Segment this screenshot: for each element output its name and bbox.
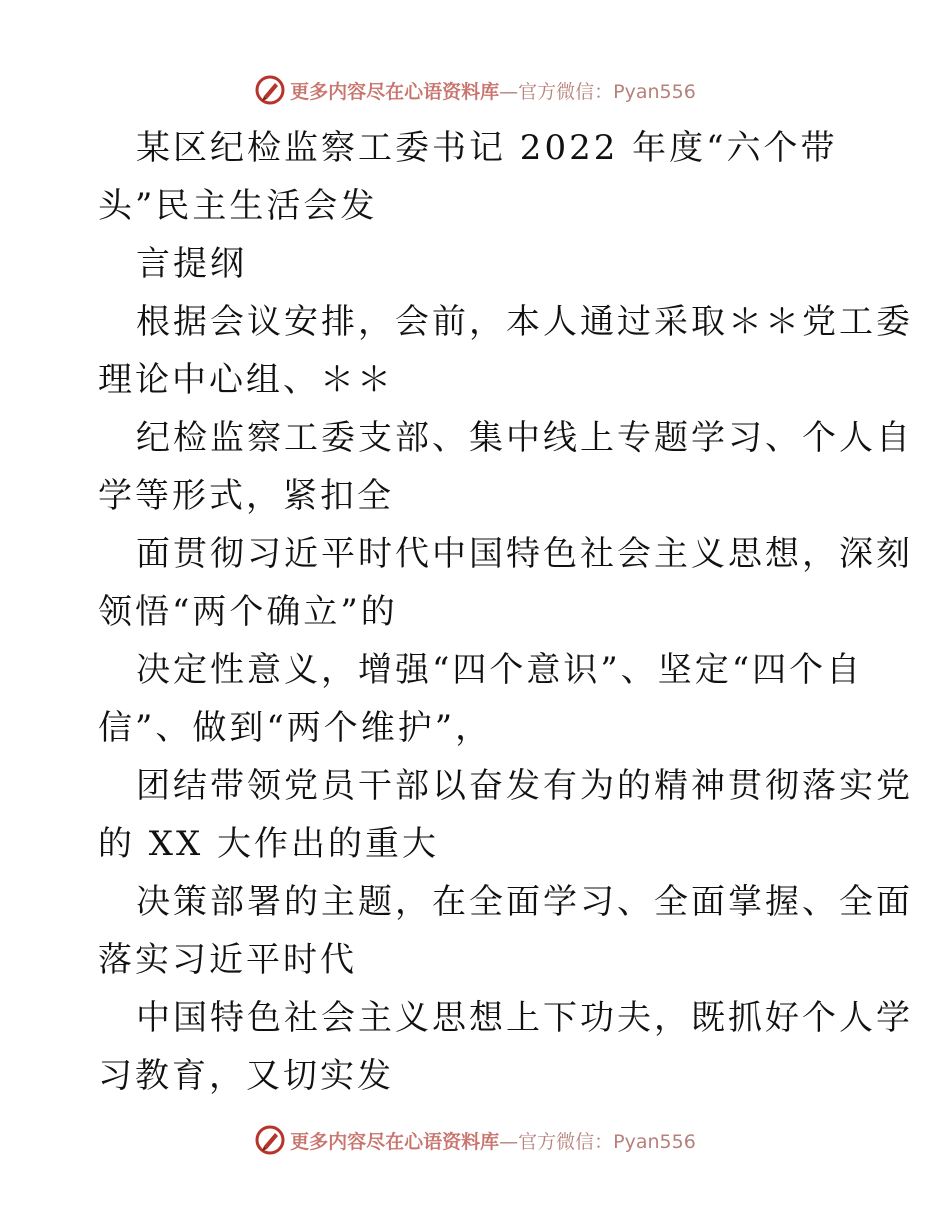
header-banner-title: 更多内容尽在心语资料库	[290, 80, 500, 103]
doc-line-9: 领悟“两个确立”的	[98, 592, 398, 632]
doc-line-8: 面贯彻习近平时代中国特色社会主义思想，深刻	[136, 534, 913, 574]
doc-line-5: 理论中心组、＊＊	[98, 360, 394, 400]
footer-banner-title: 更多内容尽在心语资料库	[290, 1130, 500, 1153]
doc-line-3: 言提纲	[136, 244, 247, 284]
doc-line-7: 学等形式，紧扣全	[98, 476, 394, 516]
header-banner	[0, 70, 950, 110]
header-banner-text	[290, 77, 696, 104]
footer-banner-suffix: —官方微信：Pyan556	[499, 1130, 696, 1153]
pen-logo-icon	[254, 1124, 286, 1156]
doc-line-4: 根据会议安排，会前，本人通过采取＊＊党工委	[136, 302, 913, 342]
header-banner-suffix: —官方微信：Pyan556	[499, 80, 696, 103]
doc-line-15: 落实习近平时代	[98, 940, 357, 980]
doc-line-10: 决定性意义，增强“四个意识”、坚定“四个自	[136, 650, 864, 690]
doc-line-16: 中国特色社会主义思想上下功夫，既抓好个人学	[136, 998, 913, 1038]
doc-line-11: 信”、做到“两个维护”，	[98, 708, 493, 748]
doc-line-17: 习教育，又切实发	[98, 1056, 394, 1096]
pen-logo-icon	[254, 74, 286, 106]
doc-line-13: 的 XX 大作出的重大	[98, 824, 440, 864]
doc-line-12: 团结带领党员干部以奋发有为的精神贯彻落实党	[136, 766, 913, 806]
footer-banner-text	[290, 1127, 696, 1154]
doc-line-6: 纪检监察工委支部、集中线上专题学习、个人自	[136, 418, 913, 458]
footer-banner	[0, 1120, 950, 1160]
doc-line-1: 某区纪检监察工委书记 2022 年度“六个带	[136, 128, 838, 168]
doc-line-2: 头”民主生活会发	[98, 186, 378, 226]
doc-line-14: 决策部署的主题，在全面学习、全面掌握、全面	[136, 882, 913, 922]
